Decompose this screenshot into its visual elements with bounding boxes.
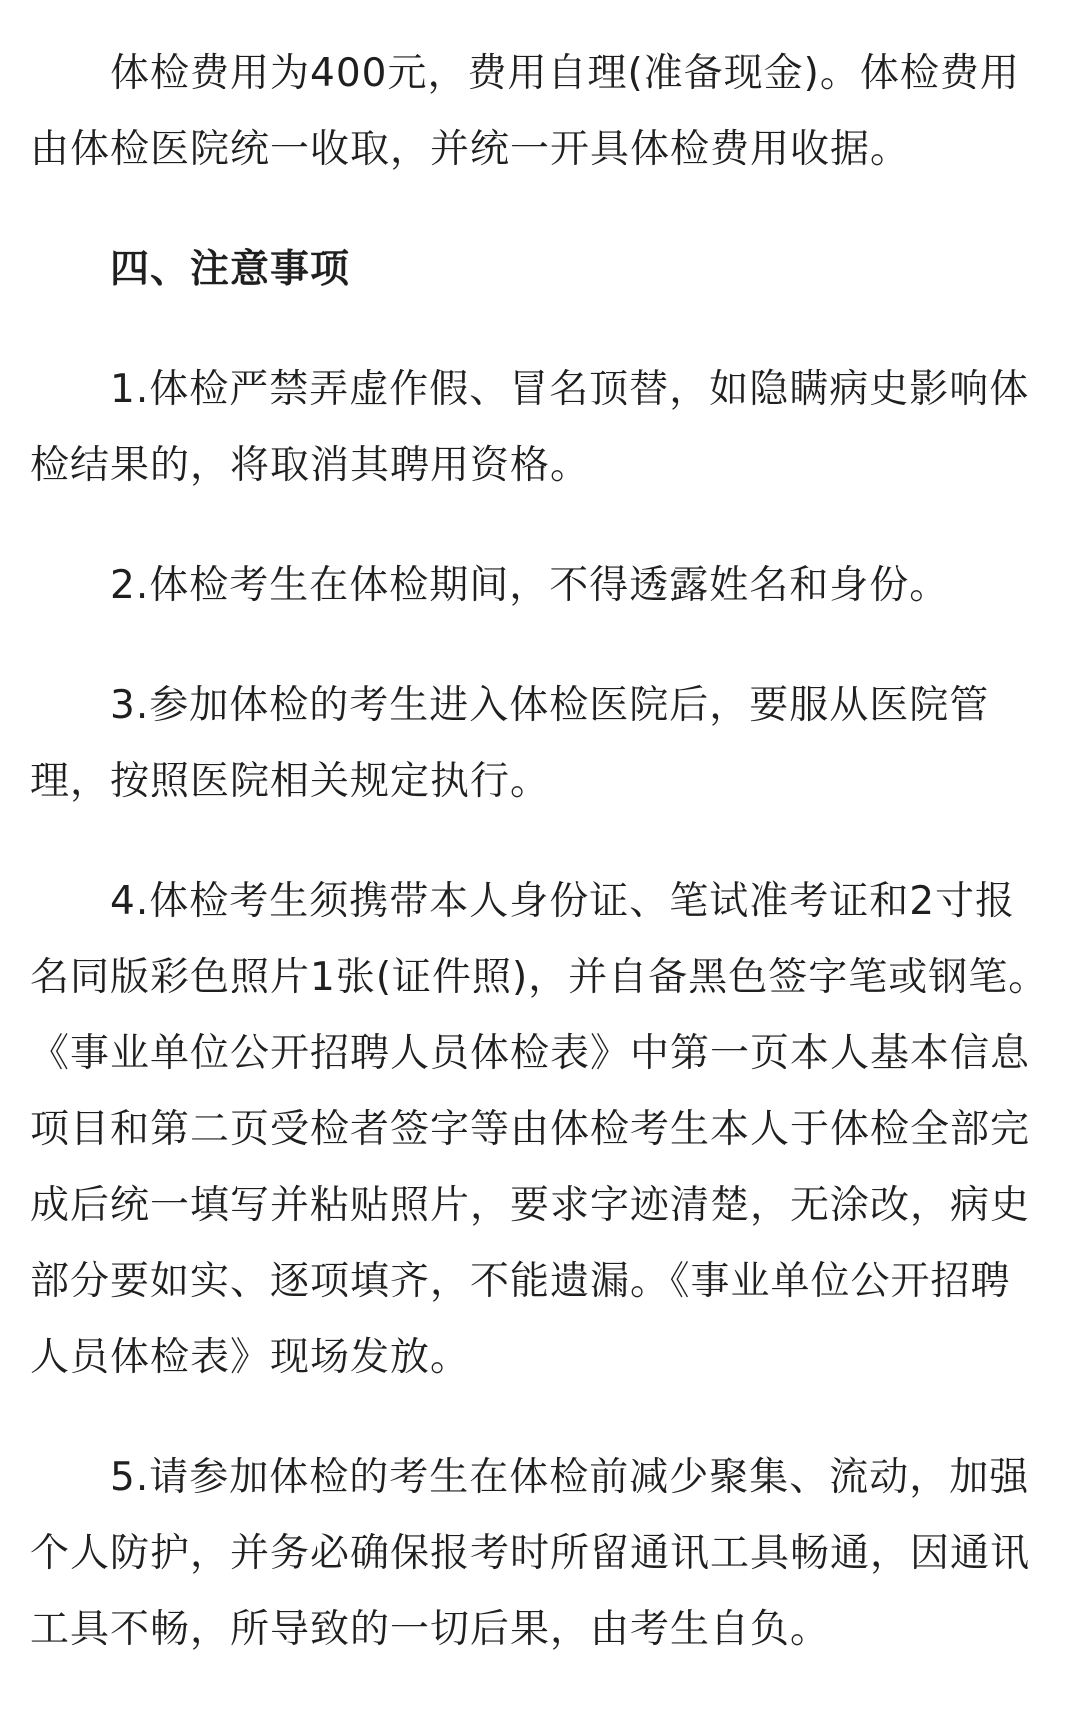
paragraph-gap xyxy=(30,188,1050,232)
paragraph-gap xyxy=(30,504,1050,548)
note-item-4: 4.体检考生须携带本人身份证、笔试准考证和2寸报名同版彩色照片1张(证件照)，并自备黑色签字笔或钢笔。《事业单位公开招聘人员体检表》中第一页本人基本信息项目和第二页受检者签字等由体检考生本人于体检全部完成后统一填写并粘贴照片，要求字迹清楚，无涂改，病史部分要如实、逐项填齐，不能遗漏。《事业单位公开招聘人员体检表》现场发放。 xyxy=(30,879,1049,1380)
note-item-5: 5.请参加体检的考生在体检前减少聚集、流动，加强个人防护，并务必确保报考时所留通讯工具畅通，因通讯工具不畅，所导致的一切后果，由考生自负。 xyxy=(30,1455,1031,1652)
note-item-1: 1.体检严禁弄虚作假、冒名顶替，如隐瞒病史影响体检结果的，将取消其聘用资格。 xyxy=(30,367,1030,488)
paragraph-gap xyxy=(30,308,1050,352)
note-item-3: 3.参加体检的考生进入体检医院后，要服从医院管理，按照医院相关规定执行。 xyxy=(30,683,990,804)
paragraph-gap xyxy=(30,820,1050,864)
fee-paragraph: 体检费用为400元，费用自理(准备现金)。体检费用由体检医院统一收取，并统一开具体检费用收据。 xyxy=(30,51,1020,172)
article-body xyxy=(30,36,1050,1668)
paragraph-gap xyxy=(30,624,1050,668)
paragraph-gap xyxy=(30,1396,1050,1440)
section-heading: 四、注意事项 xyxy=(110,247,351,292)
note-item-2: 2.体检考生在体检期间，不得透露姓名和身份。 xyxy=(110,563,950,608)
